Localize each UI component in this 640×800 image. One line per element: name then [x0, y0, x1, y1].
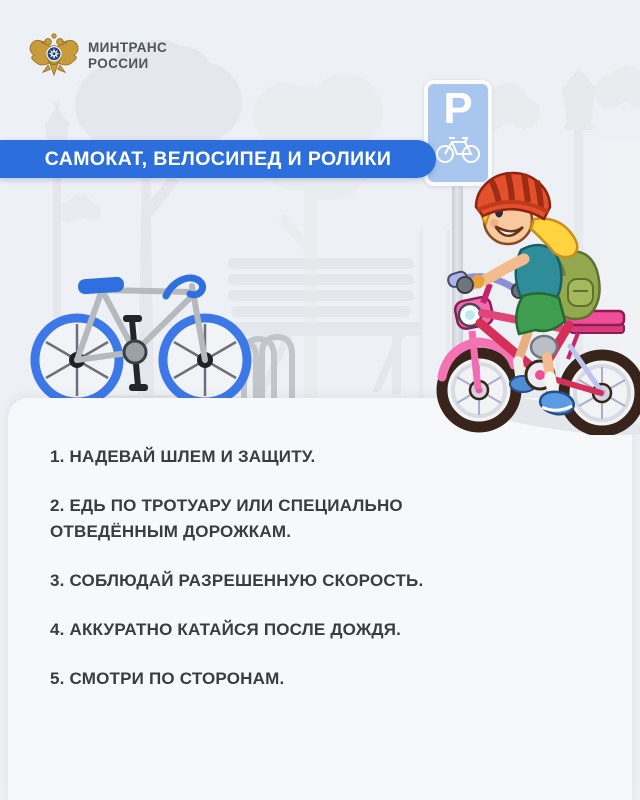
girl-riding-bicycle-illustration: [420, 163, 640, 435]
rules-card: [8, 398, 632, 800]
bicycle-crank: [123, 315, 148, 391]
logo-line1: МИНТРАНС: [88, 40, 168, 55]
rule-item: 2. ЕДЬ ПО ТРОТУАРУ ИЛИ СПЕЦИАЛЬНО ОТВЕДЁННЫМ ДОРОЖКАМ.: [50, 496, 403, 541]
rule-item: 1. НАДЕВАЙ ШЛЕМ И ЗАЩИТУ.: [50, 447, 316, 466]
double-headed-eagle-icon: [28, 26, 80, 86]
rules-list: [50, 444, 510, 715]
logo-text: [88, 40, 167, 72]
mintrans-logo: [28, 26, 167, 86]
rule-item: 5. СМОТРИ ПО СТОРОНАМ.: [50, 669, 285, 688]
rule-item: 4. АККУРАТНО КАТАЙСЯ ПОСЛЕ ДОЖДЯ.: [50, 620, 402, 639]
parking-letter: Р: [443, 84, 473, 133]
title-banner: [0, 140, 436, 178]
logo-line2: РОССИИ: [88, 56, 149, 71]
girl-head: [476, 173, 577, 257]
front-wheel: [442, 353, 516, 427]
bicycle-seat: [78, 276, 125, 294]
rule-item: 3. СОБЛЮДАЙ РАЗРЕШЕННУЮ СКОРОСТЬ.: [50, 571, 424, 590]
near-glove: [457, 277, 473, 293]
bicycle-icon: [435, 132, 481, 164]
poster-title: САМОКАТ, ВЕЛОСИПЕД И РОЛИКИ: [44, 147, 392, 170]
shorts: [516, 293, 565, 334]
parked-bicycle-illustration: [20, 258, 295, 408]
